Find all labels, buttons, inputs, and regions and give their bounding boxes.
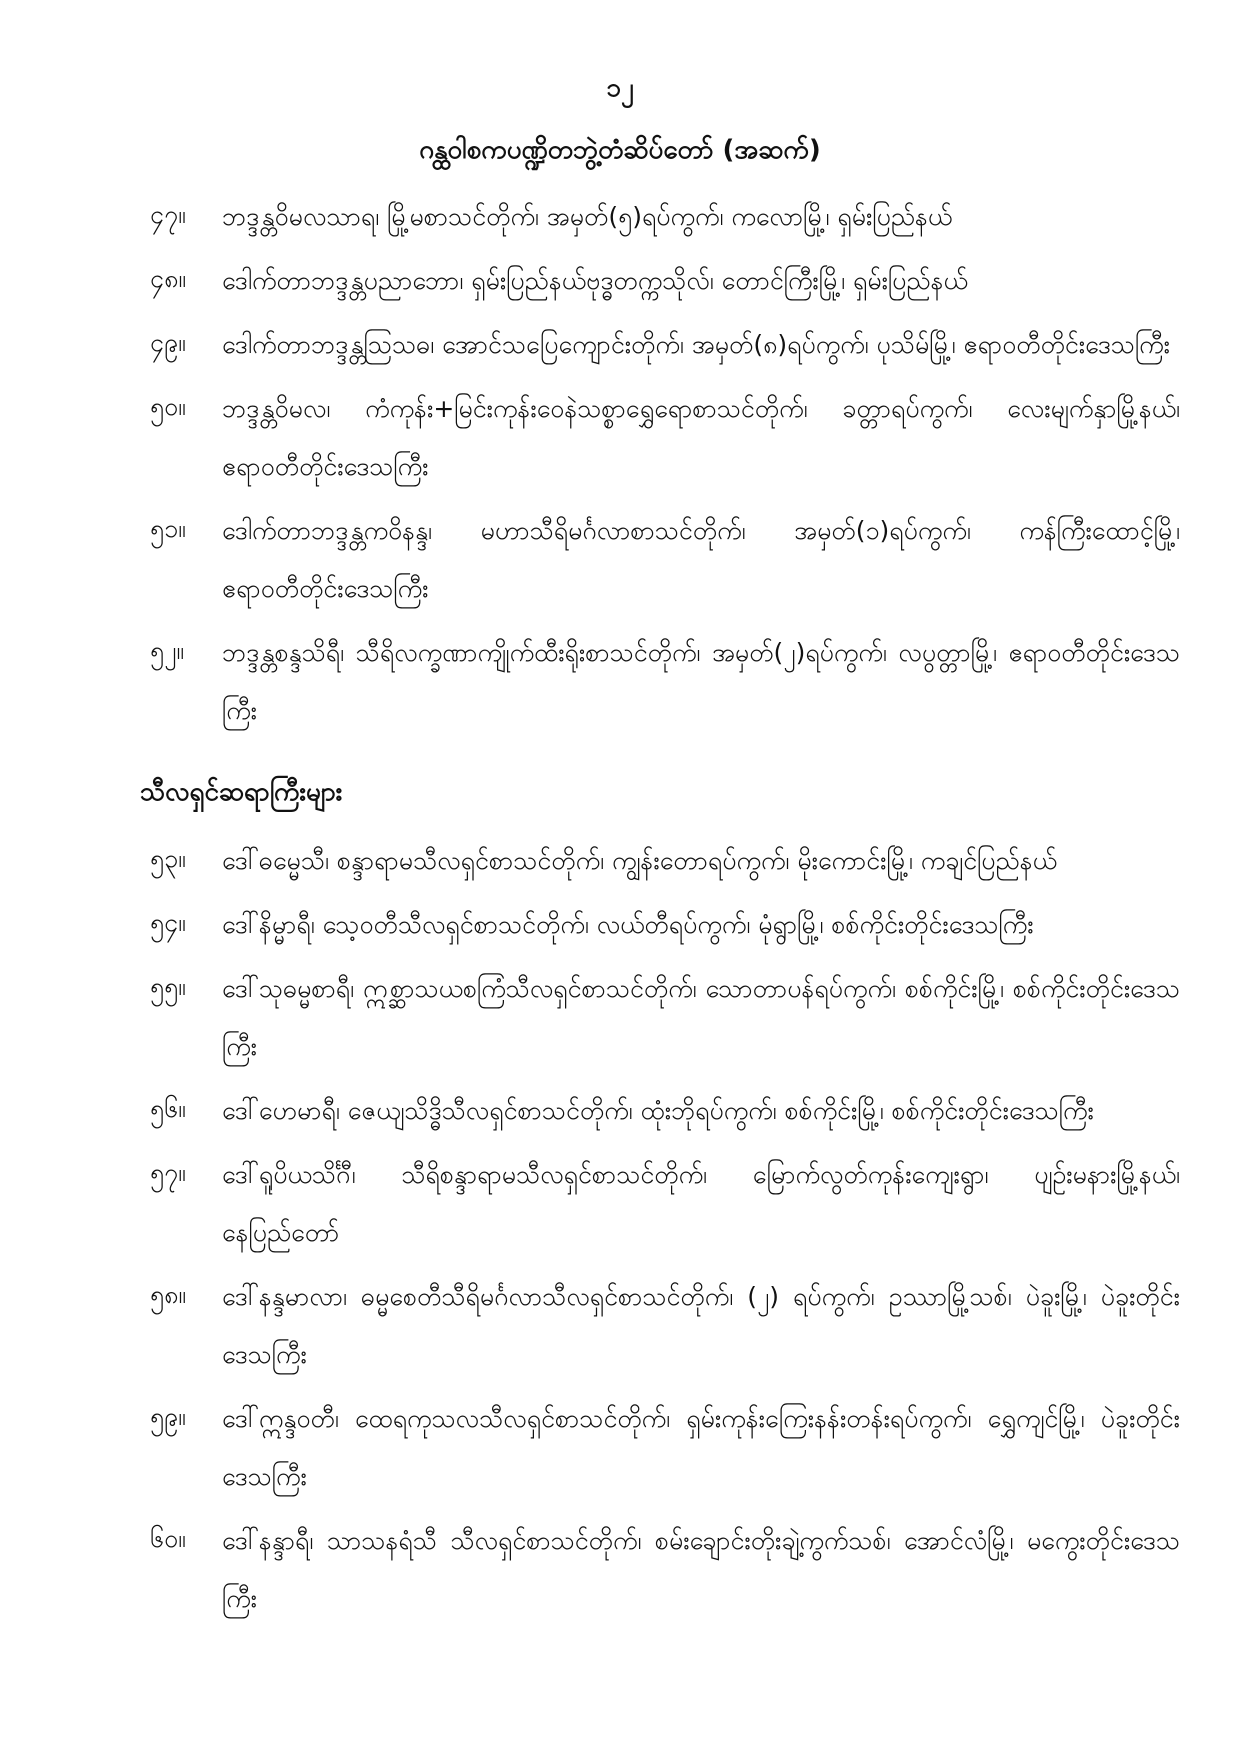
item-number: ၄၈။ [150, 264, 186, 293]
item-text: ဒေါ်ဟေမာရီ၊ ဇေယျသိဒ္ဓိသီလရှင်စာသင်တိုက်၊ ထုံးဘိုရပ်ကွက်၊ စစ်ကိုင်းမြို့၊ စစ်ကိုင်းတိုင်းဒေသကြီး [222, 1096, 1094, 1125]
list-item [0, 832, 1240, 890]
item-text: ဒေါက်တာဘဒ္ဒန္တကဝိနန္ဒ၊ မဟာသီရိမင်္ဂလာစာသင်တိုက်၊ အမှတ်(၁)ရပ်ကွက်၊ ကန်ကြီးထောင့်မြို့၊ ဧရာဝတီတိုင်းဒေသကြီး [222, 516, 1180, 603]
list-item [0, 1268, 1240, 1384]
list-item [0, 316, 1240, 374]
item-number: ၅၁။ [150, 514, 186, 543]
awardee-list-monks [0, 188, 1240, 746]
item-text: ဒေါ်နိမ္မာရီ၊ သေ့ဝတီသီလရှင်စာသင်တိုက်၊ လယ်တီရပ်ကွက်၊ မုံရွာမြို့၊ စစ်ကိုင်းတိုင်းဒေသကြီး [222, 910, 1034, 939]
item-text: ဒေါက်တာဘဒ္ဒန္တပညာဘော၊ ရှမ်းပြည်နယ်ဗုဒ္ဓတက္ကသိုလ်၊ တောင်ကြီးမြို့၊ ရှမ်းပြည်နယ် [222, 266, 968, 295]
item-text: ဒေါ်ဓမ္မေသီ၊ စန္ဒာရာမသီလရှင်စာသင်တိုက်၊ ကျွန်းတောရပ်ကွက်၊ မိုးကောင်းမြို့၊ ကချင်ပြည်နယ် [222, 846, 1057, 875]
item-number: ၅၂။ [150, 636, 184, 665]
awardee-list-nuns [0, 832, 1240, 1634]
item-text: ဒေါ်နန္ဒာရီ၊ သာသနရံသီ သီလရှင်စာသင်တိုက်၊ စမ်းချောင်းတိုးချဲ့ကွက်သစ်၊ အောင်လံမြို့၊ မကွေးတိုင်းဒေသကြီး [222, 1526, 1180, 1613]
list-item [0, 1146, 1240, 1262]
item-number: ၄၉။ [150, 328, 186, 357]
item-number: ၅၇။ [150, 1158, 186, 1187]
item-text: ဒေါ်ရူပိယသိင်္ဂီ၊ သီရိစန္ဒာရာမသီလရှင်စာသင်တိုက်၊ မြောက်လွတ်ကုန်းကျေးရွာ၊ ပျဉ်းမနားမြို့နယ်၊ နေပြည်တော် [222, 1160, 1180, 1247]
item-number: ၅၈။ [150, 1280, 186, 1309]
list-item [0, 502, 1240, 618]
item-number: ၅၄။ [150, 908, 186, 937]
list-item [0, 896, 1240, 954]
item-number: ၅၆။ [150, 1094, 186, 1123]
item-number: ၅၀။ [150, 392, 186, 421]
list-item [0, 1082, 1240, 1140]
page-number: ၁၂ [606, 73, 634, 103]
item-number: ၅၉။ [150, 1402, 186, 1431]
item-text: ဒေါ်သုဓမ္မစာရီ၊ ဣစ္ဆာသယစကြံသီလရှင်စာသင်တိုက်၊ သောတာပန်ရပ်ကွက်၊ စစ်ကိုင်းမြို့၊ စစ်ကိုင်းတိုင်းဒေသကြီး [222, 974, 1180, 1061]
item-text: ဒေါ်ဣန္ဒဝတီ၊ ထေရကုသလသီလရှင်စာသင်တိုက်၊ ရှမ်းကုန်းကြေးနန်းတန်းရပ်ကွက်၊ ရွှေကျင်မြို့၊ ပဲခူးတိုင်းဒေသကြီး [222, 1404, 1180, 1491]
list-item [0, 1512, 1240, 1628]
item-text: ဒေါ်နန္ဒမာလာ၊ ဓမ္မစေတီသီရိမင်္ဂလာသီလရှင်စာသင်တိုက်၊ (၂) ရပ်ကွက်၊ ဥဿာမြို့သစ်၊ ပဲခူးမြို့၊ ပဲခူးတိုင်းဒေသကြီး [222, 1282, 1180, 1369]
item-number: ၆၀။ [150, 1524, 186, 1553]
item-number: ၅၅။ [150, 972, 186, 1001]
list-item [0, 960, 1240, 1076]
item-text: ဘဒ္ဒန္တဝိမလသာရ၊ မြို့မစာသင်တိုက်၊ အမှတ်(၅)ရပ်ကွက်၊ ကလောမြို့၊ ရှမ်းပြည်နယ် [222, 202, 953, 231]
list-item [0, 1390, 1240, 1506]
list-item [0, 252, 1240, 310]
list-item [0, 188, 1240, 246]
item-text: ဘဒ္ဒန္တဝိမလ၊ ကံကုန်း+မြင်းကုန်းဝေနဲသစ္စာရွှေရောစာသင်တိုက်၊ ခတ္တာရပ်ကွက်၊ လေးမျက်နှာမြို့နယ်၊ ဧရာဝတီတိုင်းဒေသကြီး [222, 394, 1180, 481]
item-number: ၄၇။ [150, 200, 186, 229]
list-item [0, 624, 1240, 740]
list-item [0, 380, 1240, 496]
section-heading: သီလရှင်ဆရာကြီးများ [140, 777, 343, 807]
item-number: ၅၃။ [150, 844, 186, 873]
page-title: ဂန္ထဝါစကပဏ္ဍိတဘွဲ့တံဆိပ်တော် (အဆက်) [419, 135, 821, 165]
item-text: ဘဒ္ဒန္တစန္ဒသိရီ၊ သီရိလက္ခဏာကျိုက်ထီးရိုးစာသင်တိုက်၊ အမှတ်(၂)ရပ်ကွက်၊ လပွတ္တာမြို့၊ ဧရာဝတီတိုင်းဒေသကြီး [222, 638, 1180, 725]
item-text: ဒေါက်တာဘဒ္ဒန္တသြသဓ၊ အောင်သပြေကျောင်းတိုက်၊ အမှတ်(၈)ရပ်ကွက်၊ ပုသိမ်မြို့၊ ဧရာဝတီတိုင်းဒေသကြီး [222, 330, 1170, 359]
